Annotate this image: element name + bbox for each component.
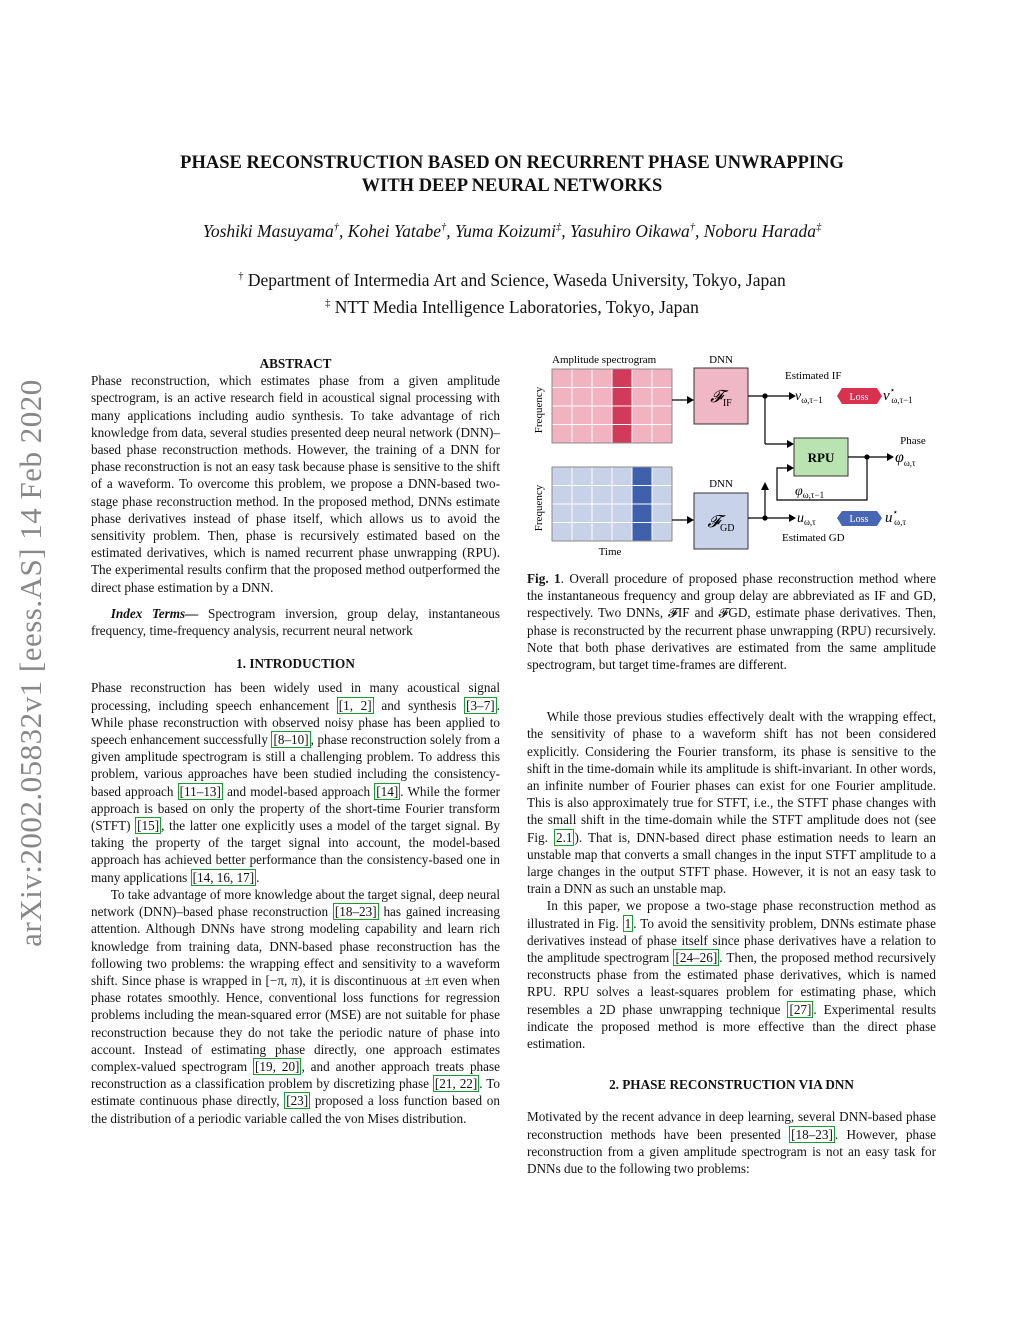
spectrogram-cell [552,486,572,505]
author-mark: ‡ [816,222,822,234]
right-column [527,570,936,1177]
spectrogram-cell [552,406,572,425]
affiliation-mark: ‡ [325,297,331,309]
dnn-if-label: 𝓕$_{IF}$ [710,387,732,409]
spectrogram-cell [592,467,612,486]
u-label: $u_{\omega,\tau}$ [797,511,816,527]
junction-dot [864,454,869,459]
citation-link[interactable]: [24–26] [675,950,718,966]
spectrogram-cell [612,504,632,523]
spectrogram-cell [592,369,612,388]
title-line-1: PHASE RECONSTRUCTION BASED ON RECURRENT PHASE UNWRAPPING [180,153,844,173]
spectrogram-cell [612,406,632,425]
spectrogram-cell [652,406,672,425]
v-star-label: v⋆ ω,τ−1 [883,385,913,405]
spectrogram-cell [592,486,612,505]
spectrogram-cell [612,425,632,444]
spectrogram-cell [632,369,652,388]
intro-heading: 1. INTRODUCTION [236,656,355,672]
affiliation-text: Department of Intermedia Art and Science, Waseda University, Tokyo, Japan [247,269,786,290]
spectrogram-cell [612,486,632,505]
spectrogram-cell [572,467,592,486]
freq-label-top: Frequency [533,386,545,434]
index-terms-label: Index Terms— [110,605,199,621]
citation-link[interactable]: [8–10] [273,732,309,748]
spectrogram-cell [572,425,592,444]
author-mark: † [689,222,695,234]
figure-link[interactable]: 2.1 [555,829,573,845]
spectrogram-cell [572,388,592,407]
paper-title [100,152,924,198]
spectrogram-cell [632,406,652,425]
body-paragraph-3: Motivated by the recent advance in deep learning, several DNN-based phase reconstruction methods have been presented [18–23] . However, phase reconstruction from a given amplitude spectrogram is not an easy task for DNNs due to the following two problems: [527,1109,936,1177]
spectrogram-cell [552,369,572,388]
dnn-gd-box [694,493,748,549]
citation-link[interactable]: [11–13] [179,783,221,799]
spectrogram-cell [552,388,572,407]
affiliation-mark: † [238,271,244,282]
v-label: $v_{\omega,\tau-1}$ [795,389,823,405]
spectrogram-cell [652,425,672,444]
spectrogram-cell [632,467,652,486]
citation-link[interactable]: [19, 20] [255,1058,300,1074]
loss-label: Loss [849,514,869,525]
author-mark: † [333,222,340,234]
citation-link[interactable]: [18–23] [791,1126,833,1142]
spectrogram-cell [652,523,672,542]
spectrogram-cell [632,523,652,542]
author: Yoshiki Masuyama [202,221,334,241]
affiliation-text: NTT Media Intelligence Laboratories, Tokyo, Japan [334,296,699,317]
spectrogram-cell [552,504,572,523]
arxiv-stamp [8,346,54,981]
affiliations [100,265,924,319]
citation-link[interactable]: [23] [286,1093,309,1109]
spectrogram-cell [632,388,652,407]
body-paragraph-2: In this paper, we propose a two-stage phase reconstruction method as illustrated in Fig. 1 . To avoid the sensitivity problem, DNNs estimate phase derivatives instead of phase itself since phase derivatives have a relation to the amplitude spectrogram [24–26] . Then, the proposed method recursively reconstructs phase from the estimated phase derivatives, which is named RPU. RPU solves a least-squares problem for estimating phase, which resembles a 2D phase unwrapping technique [27] . Experimental results indicate the proposed method is more effective than the direct phase estimation. [527,898,937,1052]
arrowhead [687,516,694,524]
figure-diagram [527,350,936,565]
figure-caption [527,570,936,673]
spectrogram-cell [592,388,612,407]
author-mark: ‡ [555,222,562,234]
dnn-gd-label: 𝓕$_{GD}$ [707,512,735,534]
spectrogram-cell [572,523,592,542]
affiliation-1 [100,265,924,292]
figure-1 [527,350,936,565]
u-star-label: u⋆ ω,τ [885,507,906,527]
spectrogram-cell [552,425,572,444]
spectrogram-cell [572,406,592,425]
index-terms-text: Spectrogram inversion, group delay, instantaneous frequency, time-frequency analysis, recurrent neural network [91,605,500,639]
spectrogram-cell [592,523,612,542]
caption-label: Fig. 1 [527,571,561,586]
author: Noboru Harada [703,221,817,241]
spectrogram-top [552,369,672,443]
abstract-heading: ABSTRACT [259,356,332,371]
left-column [91,355,500,1127]
phi-output-label: $\varphi_{\omega,\tau}$ [895,449,916,468]
author: Yasuhiro Oikawa [569,221,690,241]
citation-link[interactable]: [27] [789,1001,812,1017]
figure-link[interactable]: 1 [624,915,632,931]
author: Kohei Yatabe [347,221,441,241]
arrowhead [687,396,694,404]
spectrogram-cell [572,486,592,505]
spectrogram-cell [552,523,572,542]
estimated-gd-label: Estimated GD [782,532,845,544]
spectrogram-cell [652,486,672,505]
spectrogram-cell [572,369,592,388]
affiliation-2 [100,292,924,319]
caption-text: . Overall procedure of proposed phase reconstruction method where the instantaneous frequency and group delay are abbreviated as IF and GD, respectively. Two DNNs, 𝓕IF and 𝓕GD, estimate phase derivatives. Then, phase is reconstructed by the recurrent phase unwrapping (RPU) recursively. Note that both phase derivatives are estimated from the same amplitude spectrogram, but target time-frames are different. [527,571,936,673]
spectrogram-cell [652,504,672,523]
citation-link[interactable]: [15] [137,818,160,834]
spectrogram-bottom [552,467,672,541]
spectrogram-cell [652,467,672,486]
spectrogram-cell [652,388,672,407]
citation-link[interactable]: [14, 16, 17] [192,869,255,885]
rpu-label: RPU [807,450,835,465]
intro-paragraph-1: Phase reconstruction has been widely used in many acoustical signal processing, including speech enhancement [1, 2] and synthesis [3–7] . While phase reconstruction with observed noisy phase has been applied to speech enhancement successfully [8–10] , phase reconstruction solely from a given amplitude spectrogram is still a challenging problem. To address this problem, various approaches have been studied including the consistency-based approach [11–13] and model-based approach [14] . While the former approach is based on only the property of the short-time Fourier transform (STFT) [15] , the latter one explicitly uses a model of the target signal. By taking the property of the target signal into account, the model-based approach has achieved better performance than the consistency-based one in many applications [14, 16, 17] . [91,680,500,885]
author-mark: † [440,222,447,234]
spectrogram-cell [552,467,572,486]
citation-link[interactable]: [21, 22] [434,1076,478,1092]
citation-link[interactable]: [1, 2] [338,697,372,713]
index-terms [91,605,500,639]
citation-link[interactable]: [3–7] [466,697,495,713]
dnn-label-bottom: DNN [709,478,733,490]
citation-link[interactable]: [14] [376,783,399,799]
phi-prev-label: $\varphi_{\omega,\tau-1}$ [795,484,825,500]
spectrogram-cell [612,369,632,388]
spectrogram-cell [652,369,672,388]
spectrogram-cell [592,504,612,523]
arxiv-stamp-text: arXiv:2002.05832v1 [eess.AS] 14 Feb 2020 [13,379,48,947]
spectrogram-cell [612,467,632,486]
freq-label-bottom: Frequency [533,484,545,532]
author-list: Yoshiki Masuyama†, Kohei Yatabe†, Yuma Koizumi‡, Yasuhiro Oikawa†, Noboru Harada‡ [202,221,822,241]
amp-label: Amplitude spectrogram [552,354,657,366]
intro-paragraph-2: To take advantage of more knowledge about the target signal, deep neural network (DNN)–based phase reconstruction [18–23] has gained increasing attention. Although DNNs have strong modeling capability and learn rich knowledge from training data, DNN-based phase reconstruction has the following two problems: the wrapping effect and sensitivity to a waveform shift. Since phase is wrapped in [−π, π), it is discontinuous at ±π even when phase rotates smoothly. Hence, conventional loss functions for regression problems including the mean-squared error (MSE) are not suitable for phase reconstruction because they do not take the periodic nature of phase into account. Instead of estimating phase directly, one approach estimates complex-valued spectrogram [19, 20] , and another approach treats phase reconstruction as a classification problem by discretizing phase [21, 22] . To estimate continuous phase directly, [23] proposed a loss function based on the distribution of a periodic variable called the von Mises distribution. [91,886,501,1126]
time-label: Time [598,546,622,558]
spectrogram-cell [592,406,612,425]
spectrogram-cell [632,425,652,444]
citation-link[interactable]: [18–23] [334,904,377,920]
body-paragraph-1: While those previous studies effectively dealt with the wrapping effect, the sensitivity of phase to a waveform shift has not been considered explicitly. Considering the Fourier transform, its phase is sensitive to the shift in the time-domain while its amplitude is shift-invariant. In other words, an infinite number of Fourier phases can exist for one Fourier amplitude. This is also approximately true for STFT, i.e., the STFT phase changes with the small shift in the time-domain while the STFT amplitude does not (see Fig. 2.1 ). That is, DNN-based direct phase estimation needs to learn an unstable map that converts a small changes in the input STFT amplitude to a large changes in the output STFT phase. However, it is not an easy task to train a DNN as such an unstable map. [527,709,936,897]
spectrogram-cell [592,425,612,444]
author: Yuma Koizumi [454,221,556,241]
dnn-label-top: DNN [709,354,733,366]
loss-label: Loss [849,392,869,403]
abstract-text: Phase reconstruction, which estimates phase from a given amplitude spectrogram, is an active research field in acoustical signal processing with many applications including audio synthesis. To take advantage of rich knowledge from data, several studies presented deep neural network (DNN)–based phase reconstruction methods. However, the training of a DNN for phase reconstruction is not an easy task because phase is sensitive to the shift of a waveform. To overcome this problem, we propose a DNN-based two-stage phase reconstruction method. In the proposed method, DNNs estimate phase derivatives instead of phase itself, which allows us to avoid the sensitivity problem. Then, phase is recursively estimated based on the estimated derivatives, which is named recurrent phase unwrapping (RPU). The experimental results confirm that the proposed method outperformed the direct phase estimation by a DNN. [91,373,500,595]
estimated-if-label: Estimated IF [785,370,842,382]
spectrogram-cell [572,504,592,523]
title-line-2: WITH DEEP NEURAL NETWORKS [361,176,663,196]
spectrogram-cell [632,504,652,523]
spectrogram-cell [612,523,632,542]
section-2-heading: 2. PHASE RECONSTRUCTION VIA DNN [609,1077,854,1093]
phase-label: Phase [900,435,926,447]
spectrogram-cell [632,486,652,505]
spectrogram-cell [612,388,632,407]
